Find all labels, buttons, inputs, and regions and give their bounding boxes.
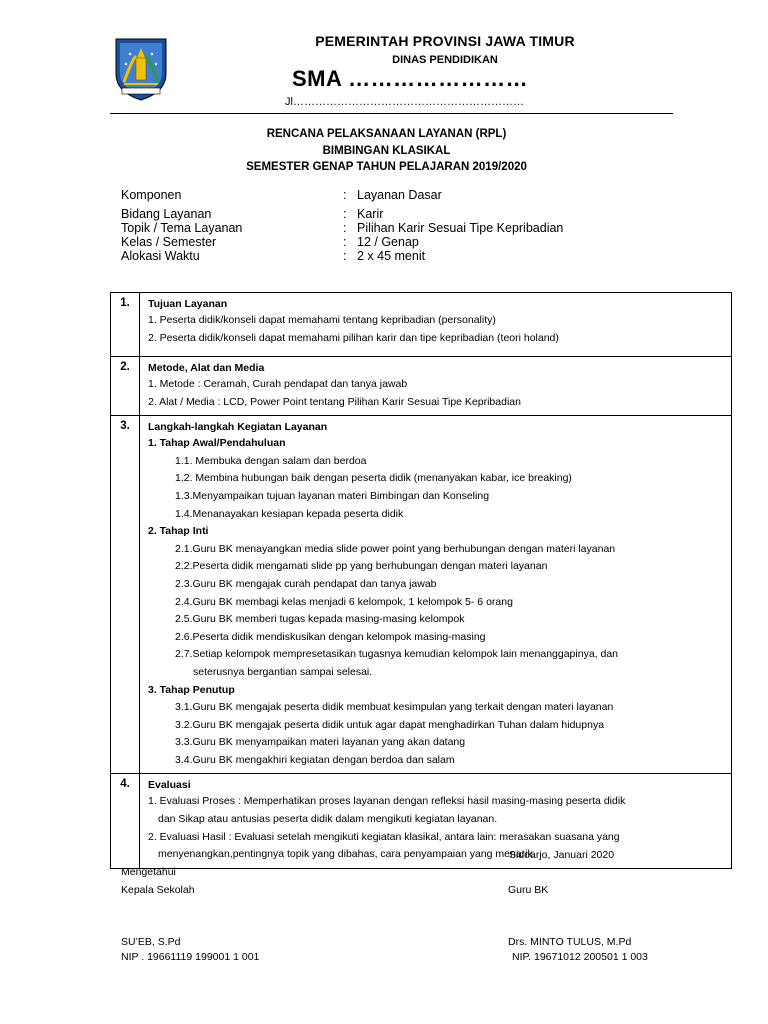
step-item: 3.1.Guru BK mengajak peserta didik membuat kesimpulan yang terkait dengan materi layanan	[175, 701, 614, 714]
identity-row	[121, 235, 657, 249]
rpl-table	[110, 292, 732, 869]
evaluation-line: 1. Evaluasi Proses : Memperhatikan proses layanan dengan refleksi hasil masing-masing peserta didik	[148, 795, 626, 808]
section-row-objectives	[111, 293, 732, 357]
section-row-evaluation	[111, 774, 732, 868]
section-item: 2. Peserta didik/konseli dapat memahami pilihan karir dan tipe kepribadian (teori holand)	[148, 331, 559, 344]
step-item: 2.1.Guru BK menayangkan media slide power point yang berhubungan dengan materi layanan	[175, 542, 616, 555]
step-item: 2.7.Setiap kelompok mempresetasikan tugasnya kemudian kelompok lain menanggapinya, dan	[175, 648, 619, 661]
step-item: 3.2.Guru BK mengajak peserta didik untuk agar dapat menghadirkan Tuhan dalam hidupnya	[175, 718, 605, 731]
section-number: 2.	[111, 357, 140, 416]
evaluation-line: 2. Evaluasi Hasil : Evaluasi setelah mengikuti kegiatan klasikal, antara lain: merasakan suasana yang	[148, 830, 620, 843]
identity-colon: :	[343, 207, 347, 221]
phase-title-closing: 3. Tahap Penutup	[148, 683, 235, 696]
step-item: 3.3.Guru BK menyampaikan materi layanan yang akan datang	[175, 736, 466, 749]
document-title: RENCANA PELAKSANAAN LAYANAN (RPL)	[266, 128, 507, 140]
identity-label: Kelas / Semester	[121, 235, 217, 249]
identity-value: Karir	[357, 207, 384, 221]
step-item: 1.3.Menyampaikan tujuan layanan materi Bimbingan dan Konseling	[175, 489, 490, 502]
step-item: 3.4.Guru BK mengakhiri kegiatan dengan berdoa dan salam	[175, 753, 455, 766]
identity-value: Layanan Dasar	[357, 188, 442, 202]
counselor-role: Guru BK	[508, 884, 549, 896]
identity-label: Komponen	[121, 188, 182, 202]
step-item: 2.4.Guru BK membagi kelas menjadi 6 kelompok, 1 kelompok 5- 6 orang	[175, 595, 513, 608]
document-subtitle: BIMBINGAN KLASIKAL	[322, 145, 451, 157]
principal-name: SU’EB, S.Pd	[121, 936, 181, 948]
counselor-name: Drs. MINTO TULUS, M.Pd	[508, 936, 632, 948]
identity-row	[121, 221, 657, 235]
identity-label: Bidang Layanan	[121, 207, 212, 221]
identity-row	[121, 207, 657, 221]
identity-label: Topik / Tema Layanan	[121, 221, 243, 235]
section-item: 1. Peserta didik/konseli dapat memahami tentang kepribadian (personality)	[148, 314, 496, 326]
section-title: Langkah-langkah Kegiatan Layanan	[148, 421, 328, 434]
step-item: 1.4.Menanayakan kesiapan kepada peserta didik	[175, 507, 404, 520]
section-number: 4.	[111, 774, 140, 868]
section-item: 2. Alat / Media : LCD, Power Point tentang Pilihan Karir Sesuai Tipe Kepribadian	[148, 395, 521, 408]
east-java-coat-of-arms-icon	[112, 36, 170, 102]
section-row-methods	[111, 357, 732, 416]
section-body	[140, 416, 732, 774]
identity-block	[121, 188, 657, 263]
section-title: Tujuan Layanan	[148, 298, 228, 310]
identity-colon: :	[343, 188, 347, 202]
principal-role: Kepala Sekolah	[121, 884, 195, 896]
section-item: 1. Metode : Ceramah, Curah pendapat dan tanya jawab	[148, 378, 408, 390]
step-item: 1.1. Membuka dengan salam dan berdoa	[175, 454, 367, 467]
step-item-continuation: seterusnya bergantian sampai selesai.	[193, 665, 373, 678]
identity-value: 2 x 45 menit	[357, 249, 426, 263]
step-item: 2.5.Guru BK memberi tugas kepada masing-masing kelompok	[175, 613, 465, 626]
identity-value: Pilihan Karir Sesuai Tipe Kepribadian	[357, 221, 564, 235]
identity-row	[121, 249, 657, 263]
step-item: 2.6.Peserta didik mendiskusikan dengan kelompok masing-masing	[175, 630, 486, 643]
step-item: 2.2.Peserta didik mengamati slide pp yang berhubungan dengan materi layanan	[175, 560, 548, 573]
section-number: 1.	[111, 293, 140, 357]
document-semester: SEMESTER GENAP TAHUN PELAJARAN 2019/2020	[246, 161, 527, 173]
section-body	[140, 293, 732, 357]
phase-title-opening: 1. Tahap Awal/Pendahuluan	[148, 437, 286, 450]
place-date: Sidoarjo, Januari 2020	[509, 849, 615, 861]
identity-colon: :	[343, 221, 347, 235]
government-name: PEMERINTAH PROVINSI JAWA TIMUR	[315, 33, 575, 49]
identity-label: Alokasi Waktu	[121, 249, 200, 263]
section-title: Metode, Alat dan Media	[148, 362, 265, 374]
letterhead-divider	[110, 113, 673, 114]
department-name: DINAS PENDIDIKAN	[392, 54, 498, 66]
section-row-steps	[111, 416, 732, 774]
counselor-nip: NIP. 19671012 200501 1 003	[512, 951, 648, 963]
acknowledged-label: Mengetahui	[121, 866, 176, 878]
phase-title-core: 2. Tahap Inti	[148, 525, 209, 538]
section-body	[140, 357, 732, 416]
school-name: SMA ……………………	[292, 66, 529, 91]
school-address: Jl………………………………………………………	[285, 96, 524, 108]
section-number: 3.	[111, 416, 140, 774]
step-item: 2.3.Guru BK mengajak curah pendapat dan tanya jawab	[175, 577, 437, 590]
evaluation-line: dan Sikap atau antusias peserta didik dalam mengikuti kegiatan layanan.	[158, 813, 498, 826]
rpl-table-wrapper	[110, 292, 732, 869]
section-title: Evaluasi	[148, 779, 191, 792]
identity-value: 12 / Genap	[357, 235, 419, 249]
principal-nip: NIP . 19661119 199001 1 001	[121, 951, 260, 963]
identity-colon: :	[343, 235, 347, 249]
identity-row	[121, 188, 657, 207]
identity-colon: :	[343, 249, 347, 263]
section-body	[140, 774, 732, 868]
step-item: 1.2. Membina hubungan baik dengan peserta didik (menanyakan kabar, ice breaking)	[175, 472, 572, 485]
evaluation-line: menyenangkan,pentingnya topik yang dibahas, cara penyampaian yang menarik.	[158, 848, 536, 861]
